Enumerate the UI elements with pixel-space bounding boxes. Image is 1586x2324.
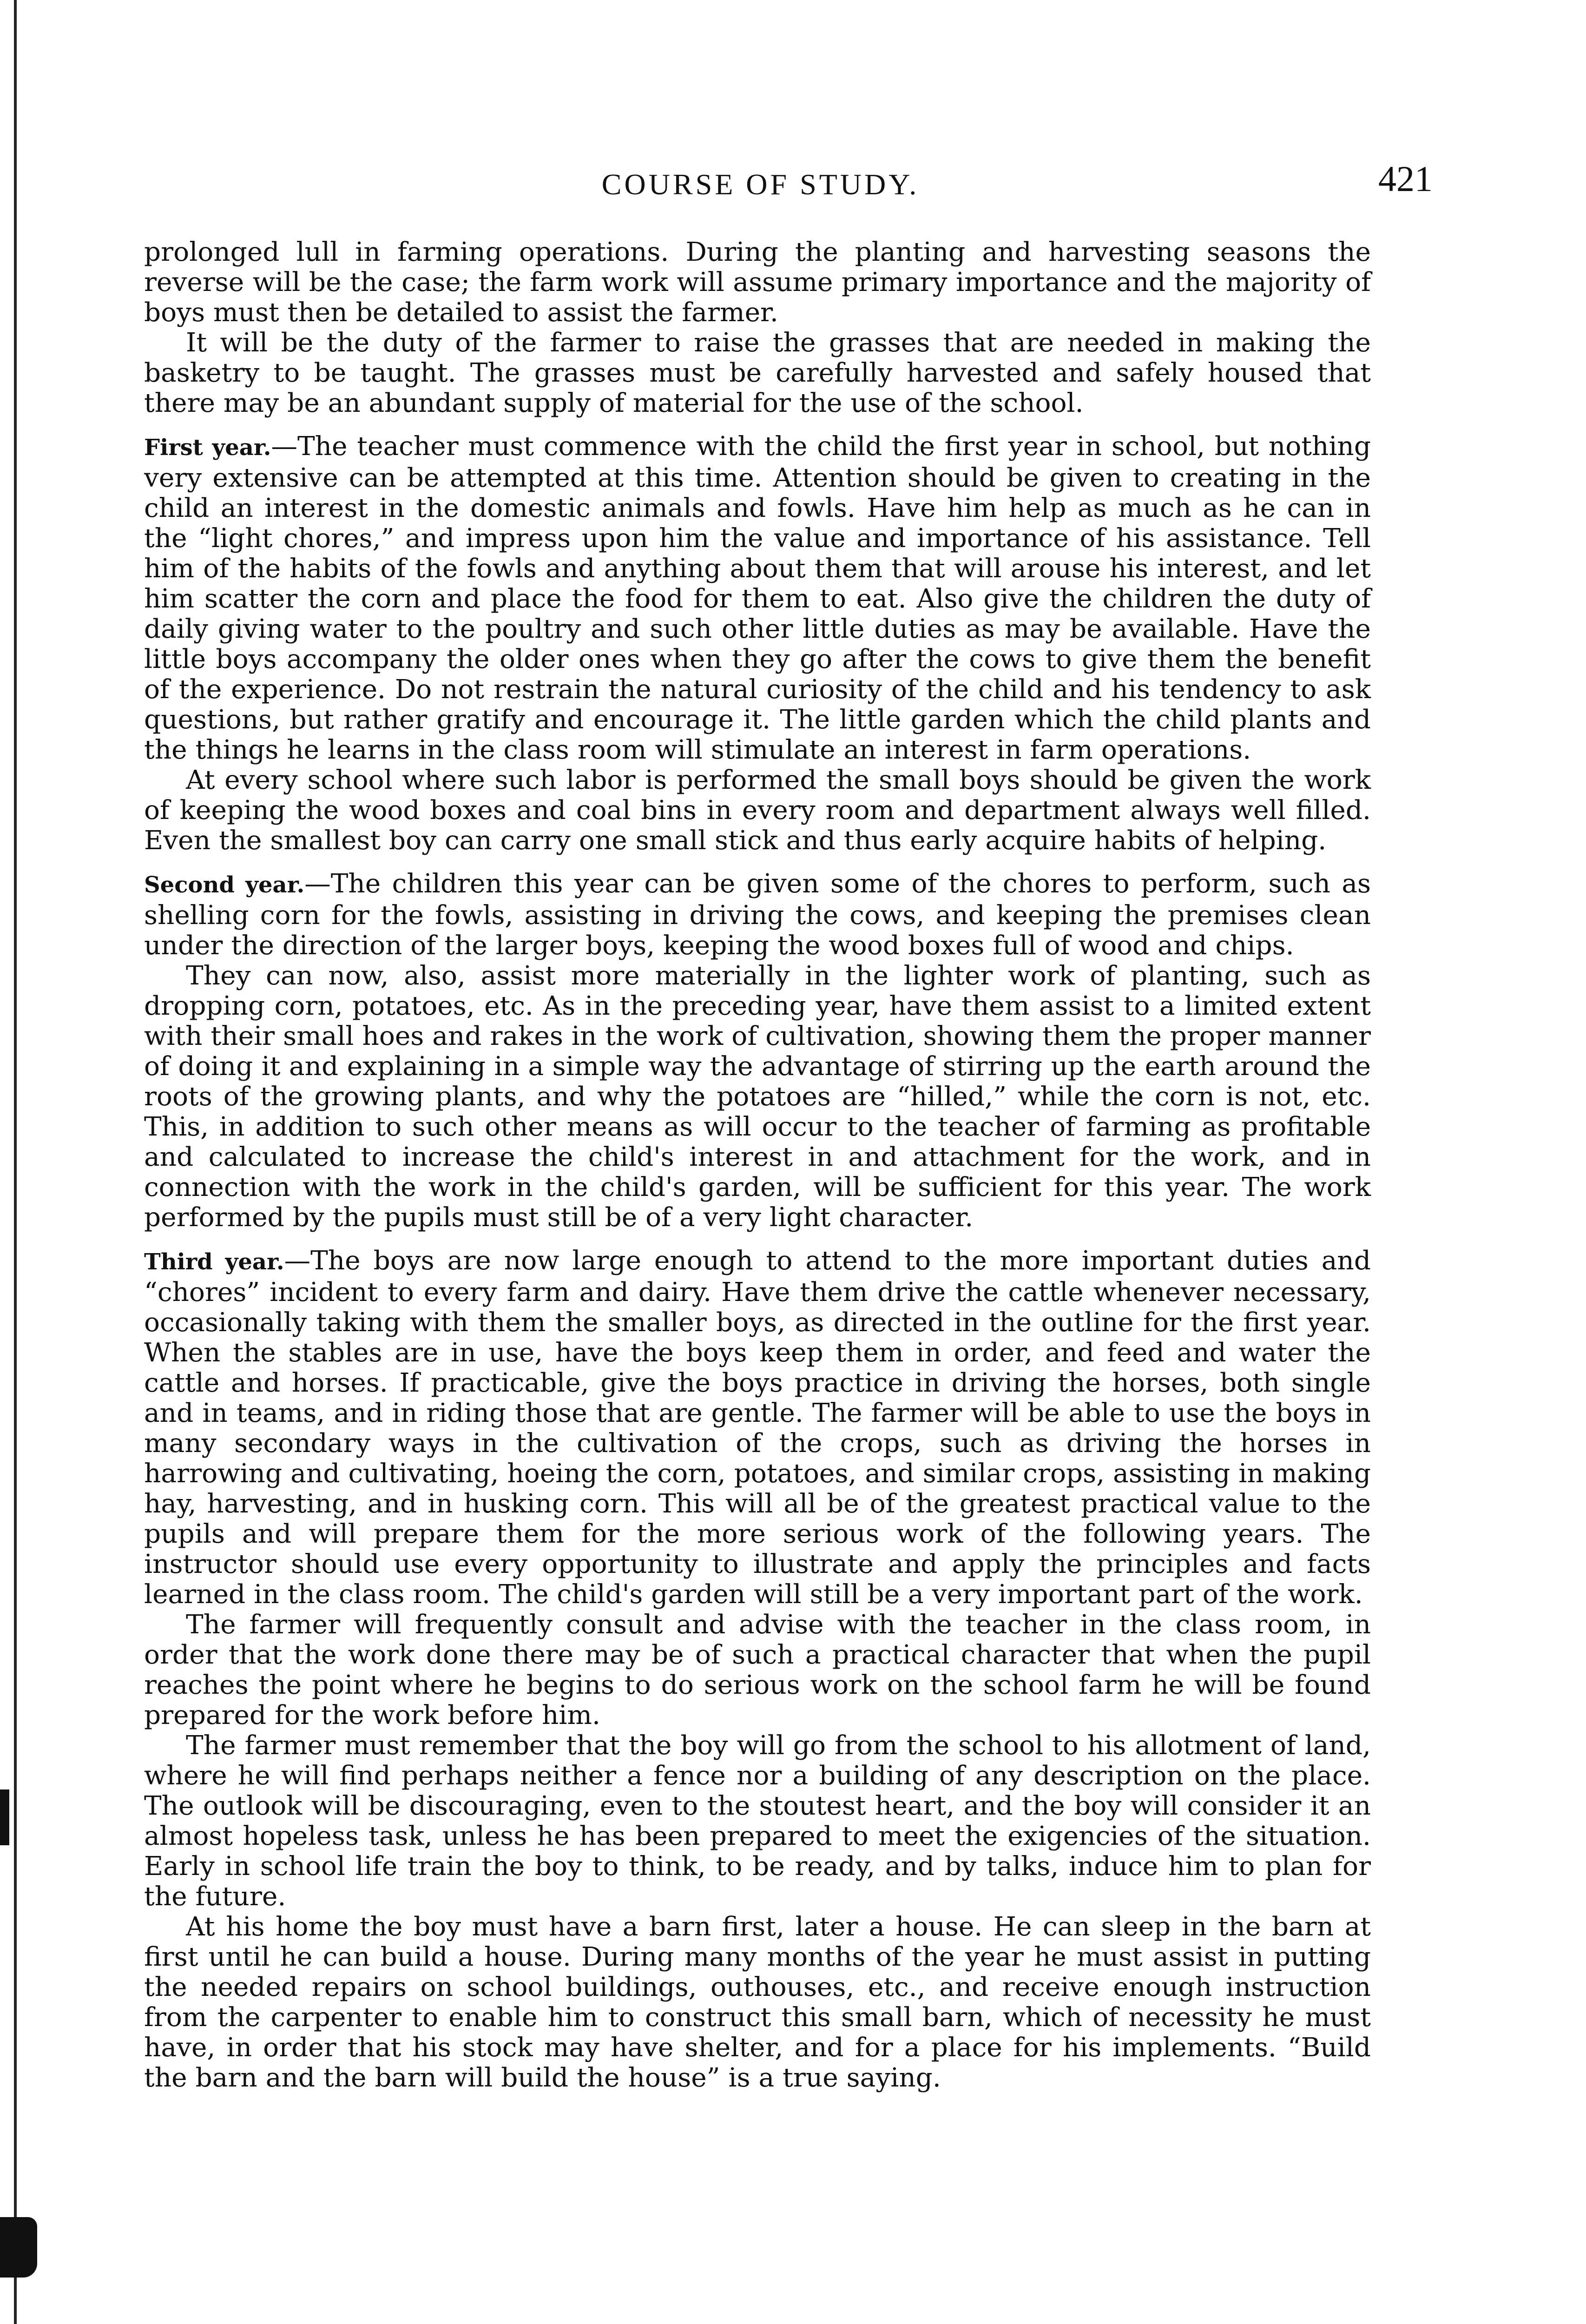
paragraph: At every school where such labor is performed the small boys should be given the work of keeping the wood boxes and coal bins in every room and department always well filled. Even the smallest boy can carry one small stick and thus early acquire habits of helping.: [144, 765, 1371, 856]
running-head: [149, 153, 1433, 209]
paragraph: The farmer must remember that the boy will go from the school to his allotment of land, where he will find perhaps neither a fence nor a building of any description on the place. The outlook will be discouraging, even to the stoutest heart, and the boy will consider it an almost hopeless task, unless he has been prepared to meet the exigencies of the situation. Early in school life train the boy to think, to be ready, and by talks, induce him to plan for the future.: [144, 1730, 1371, 1912]
section-heading: Second year.: [144, 872, 305, 898]
section-third-year: Third year.—The boys are now large enough to attend to the more important duties and “chores” incident to every farm and dairy. Have them drive the cattle whenever necessary, occasionally taking with them the smaller boys, as directed in the outline for the first year. When the stables are in use, have the boys keep them in order, and feed and water the cattle and horses. If practicable, give the boys practice in driving the horses, both single and in teams, and in riding those that are gentle. The farmer will be able to use the boys in many secondary ways in the cultivation of the crops, such as driving the horses in harrowing and cultivating, hoeing the corn, potatoes, and similar crops, assisting in making hay, harvesting, and in husking corn. This will all be of the greatest practical value to the pupils and will prepare them for the more serious work of the following years. The instructor should use every opportunity to illustrate and apply the principles and facts learned in the class room. The child's garden will still be a very important part of the work.: [144, 1246, 1371, 1610]
section-heading: Third year.: [144, 1249, 284, 1275]
binding-mark: [0, 1789, 9, 1845]
section-first-year: First year.—The teacher must commence with the child the first year in school, but nothing very extensive can be attempted at this time. Attention should be given to creating in the child an interest in the domestic animals and fowls. Have him help as much as he can in the “light chores,” and impress upon him the value and importance of his assistance. Tell him of the habits of the fowls and anything about them that will arouse his interest, and let him scatter the corn and place the food for them to eat. Also give the children the duty of daily giving water to the poultry and such other little duties as may be available. Have the little boys accompany the older ones when they go after the cows to give them the benefit of the experience. Do not restrain the natural curiosity of the child and his tendency to ask questions, but rather gratify and encourage it. The little garden which the child plants and the things he learns in the class room will stimulate an interest in farm operations.: [144, 431, 1371, 765]
paragraph: The farmer will frequently consult and advise with the teacher in the class room, in order that the work done there may be of such a practical character that when the pupil reaches the point where he begins to do serious work on the school farm he will be found prepared for the work before him.: [144, 1610, 1371, 1730]
binding-tab-mark: [0, 2217, 37, 2278]
page-number: 421: [1378, 158, 1433, 199]
section-heading: First year.: [144, 435, 271, 461]
paragraph: It will be the duty of the farmer to raise the grasses that are needed in making the basketry to be taught. The grasses must be carefully harvested and safely housed that there may be an abundant supply of material for the use of the school.: [144, 328, 1371, 418]
paragraph: prolonged lull in farming operations. During the planting and harvesting seasons the reverse will be the case; the farm work will assume primary importance and the majority of boys must then be detailed to assist the farmer.: [144, 237, 1371, 328]
paragraph: At his home the boy must have a barn first, later a house. He can sleep in the barn at first until he can build a house. During many months of the year he must assist in putting the needed repairs on school buildings, outhouses, etc., and receive enough instruction from the carpenter to enable him to construct this small barn, which of necessity he must have, in order that his stock may have shelter, and for a place for his implements. “Build the barn and the barn will build the house” is a true saying.: [144, 1912, 1371, 2093]
paragraph: They can now, also, assist more materially in the lighter work of planting, such as dropping corn, potatoes, etc. As in the preceding year, have them assist to a limited extent with their small hoes and rakes in the work of cultivation, showing them the proper manner of doing it and explaining in a simple way the advantage of stirring up the earth around the roots of the growing plants, and why the potatoes are “hilled,” while the corn is not, etc. This, in addition to such other means as will occur to the teacher of farming as profitable and calculated to increase the child's interest in and attachment for the work, and in connection with the work in the child's garden, will be sufficient for this year. The work performed by the pupils must still be of a very light character.: [144, 961, 1371, 1233]
body-text: [144, 237, 1371, 2093]
page-title: COURSE OF STUDY.: [601, 168, 920, 201]
section-second-year: Second year.—The children this year can be given some of the chores to perform, such as shelling corn for the fowls, assisting in driving the cows, and keeping the premises clean under the direction of the larger boys, keeping the wood boxes full of wood and chips.: [144, 869, 1371, 961]
page-edge-shadow: [14, 0, 17, 2324]
